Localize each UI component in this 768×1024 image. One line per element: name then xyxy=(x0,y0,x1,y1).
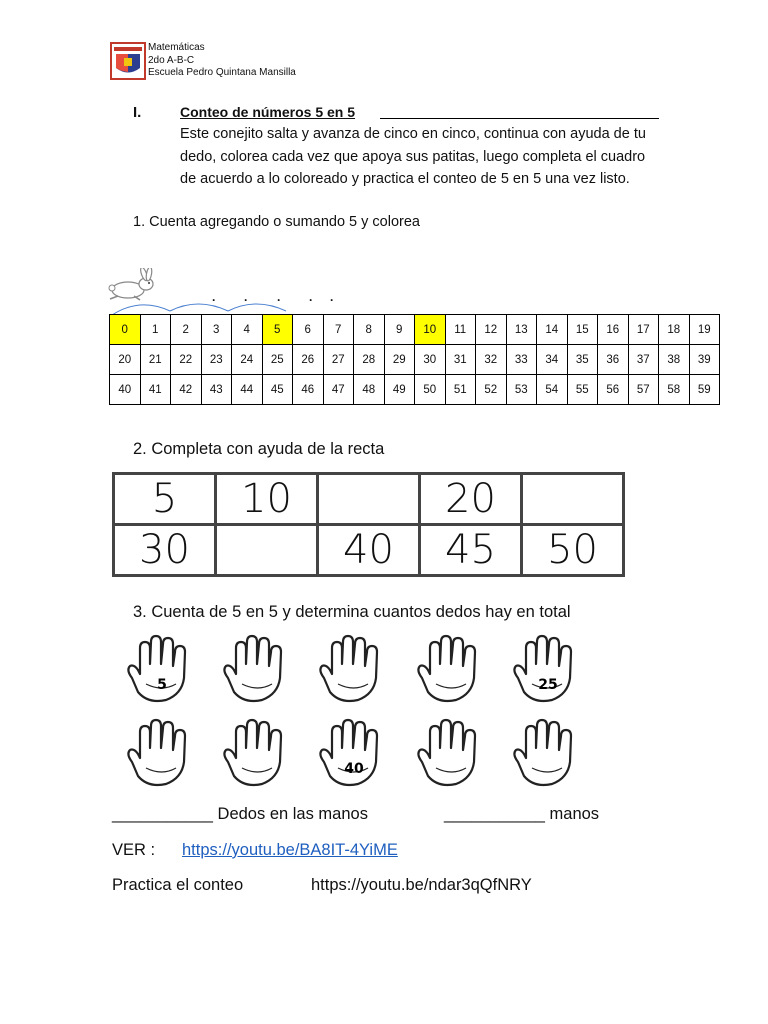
grid-cell[interactable]: 9 xyxy=(384,315,415,345)
grid-cell[interactable]: 57 xyxy=(628,375,659,405)
grid-cell[interactable]: 38 xyxy=(659,345,690,375)
grid-cell[interactable]: 46 xyxy=(293,375,324,405)
grid-cell[interactable]: 10 xyxy=(415,315,446,345)
grid-cell[interactable]: 39 xyxy=(689,345,720,375)
hand-count-label: 40 xyxy=(344,761,364,777)
hand-icon xyxy=(216,718,294,788)
hand-icon xyxy=(410,634,488,704)
grid-cell[interactable]: 17 xyxy=(628,315,659,345)
grid-cell[interactable]: 6 xyxy=(293,315,324,345)
hand-icon xyxy=(506,634,584,704)
grid-cell[interactable]: 45 xyxy=(262,375,293,405)
ver-link[interactable]: https://youtu.be/BA8IT-4YiME xyxy=(182,841,398,859)
jump-dot: . xyxy=(244,290,248,304)
grid-cell[interactable]: 58 xyxy=(659,375,690,405)
jump-dot: . xyxy=(277,290,281,304)
title-underline xyxy=(380,118,659,119)
grid-cell[interactable]: 25 xyxy=(262,345,293,375)
instructions-paragraph: Este conejito salta y avanza de cinco en cinco, continua con ayuda de tu dedo, colorea cada vez que apoya sus patitas, luego completa el cuadro de acuerdo a lo coloreado y practica el conteo de 5 en 5 una vez listo. xyxy=(180,126,646,187)
box-cell[interactable]: 40 xyxy=(318,525,420,576)
grid-cell[interactable]: 55 xyxy=(567,375,598,405)
item-2-label: 2. Completa con ayuda de la recta xyxy=(133,440,385,458)
box-cell[interactable]: 5 xyxy=(114,474,216,525)
grid-cell[interactable]: 36 xyxy=(598,345,629,375)
jump-dot: . xyxy=(309,290,313,304)
box-cell[interactable]: 50 xyxy=(522,525,624,576)
grid-cell[interactable]: 32 xyxy=(476,345,507,375)
grid-cell[interactable]: 52 xyxy=(476,375,507,405)
grid-cell[interactable]: 54 xyxy=(537,375,568,405)
practice-label: Practica el conteo xyxy=(112,876,244,894)
jump-dot: . xyxy=(330,290,334,304)
box-cell-empty[interactable] xyxy=(522,474,624,525)
grid-cell[interactable]: 26 xyxy=(293,345,324,375)
jump-dot: . xyxy=(212,290,216,304)
grid-cell[interactable]: 8 xyxy=(354,315,385,345)
hand-icon xyxy=(312,718,390,788)
box-cell-empty[interactable] xyxy=(216,525,318,576)
hand-icon xyxy=(216,634,294,704)
box-row xyxy=(114,474,624,525)
grid-cell[interactable]: 1 xyxy=(140,315,171,345)
grid-row xyxy=(110,345,720,375)
grid-cell[interactable]: 33 xyxy=(506,345,537,375)
grid-cell[interactable]: 35 xyxy=(567,345,598,375)
hand-icon xyxy=(506,718,584,788)
grid-cell[interactable]: 22 xyxy=(171,345,202,375)
grid-cell[interactable]: 29 xyxy=(384,345,415,375)
hands-text: manos xyxy=(544,805,600,823)
grid-cell[interactable]: 14 xyxy=(537,315,568,345)
grid-cell[interactable]: 41 xyxy=(140,375,171,405)
grid-cell[interactable]: 16 xyxy=(598,315,629,345)
subject-label: Matemáticas xyxy=(148,42,205,53)
hands-answer-line xyxy=(444,805,599,824)
grid-cell[interactable]: 59 xyxy=(689,375,720,405)
grid-cell[interactable]: 7 xyxy=(323,315,354,345)
box-row xyxy=(114,525,624,576)
grid-cell[interactable]: 19 xyxy=(689,315,720,345)
fingers-blank[interactable]: ___________ xyxy=(112,805,213,823)
grid-cell[interactable]: 11 xyxy=(445,315,476,345)
grid-cell[interactable]: 37 xyxy=(628,345,659,375)
hand-icon xyxy=(120,634,198,704)
hand-count-label: 5 xyxy=(157,677,167,693)
grid-cell[interactable]: 51 xyxy=(445,375,476,405)
box-cell[interactable]: 45 xyxy=(420,525,522,576)
number-grid xyxy=(109,314,720,405)
grid-cell[interactable]: 56 xyxy=(598,375,629,405)
box-cell[interactable]: 30 xyxy=(114,525,216,576)
grid-cell[interactable]: 18 xyxy=(659,315,690,345)
grid-cell[interactable]: 15 xyxy=(567,315,598,345)
grid-cell[interactable]: 47 xyxy=(323,375,354,405)
grid-cell[interactable]: 43 xyxy=(201,375,232,405)
grid-cell[interactable]: 27 xyxy=(323,345,354,375)
hand-icon xyxy=(120,718,198,788)
grid-cell[interactable]: 5 xyxy=(262,315,293,345)
grid-cell[interactable]: 48 xyxy=(354,375,385,405)
grid-cell[interactable]: 31 xyxy=(445,345,476,375)
grid-cell[interactable]: 24 xyxy=(232,345,263,375)
grid-cell[interactable]: 0 xyxy=(110,315,141,345)
hand-count-label: 25 xyxy=(538,677,558,693)
box-cell[interactable]: 20 xyxy=(420,474,522,525)
grid-cell[interactable]: 44 xyxy=(232,375,263,405)
hands-blank[interactable]: ___________ xyxy=(444,805,545,823)
box-cell[interactable]: 10 xyxy=(216,474,318,525)
fingers-text: Dedos en las manos xyxy=(212,805,368,823)
hand-icon xyxy=(312,634,390,704)
hand-icon xyxy=(410,718,488,788)
grid-cell[interactable]: 13 xyxy=(506,315,537,345)
box-cell-empty[interactable] xyxy=(318,474,420,525)
header-block xyxy=(148,42,296,80)
grid-cell[interactable]: 3 xyxy=(201,315,232,345)
grid-row xyxy=(110,315,720,345)
section-numeral: I. xyxy=(133,104,142,121)
grid-cell[interactable]: 50 xyxy=(415,375,446,405)
grid-row xyxy=(110,375,720,405)
grid-cell[interactable]: 42 xyxy=(171,375,202,405)
section-title: Conteo de números 5 en 5 xyxy=(180,104,356,120)
number-box-table xyxy=(112,472,625,577)
grid-cell[interactable]: 53 xyxy=(506,375,537,405)
fingers-answer-line xyxy=(112,805,368,824)
grid-cell[interactable]: 21 xyxy=(140,345,171,375)
grid-cell[interactable]: 4 xyxy=(232,315,263,345)
grid-cell[interactable]: 49 xyxy=(384,375,415,405)
grade-label: 2do A-B-C xyxy=(148,54,195,66)
grid-cell[interactable]: 34 xyxy=(537,345,568,375)
grid-cell[interactable]: 30 xyxy=(415,345,446,375)
grid-cell[interactable]: 40 xyxy=(110,375,141,405)
item-1-label: 1. Cuenta agregando o sumando 5 y colorea xyxy=(133,214,420,230)
grid-cell[interactable]: 28 xyxy=(354,345,385,375)
grid-cell[interactable]: 20 xyxy=(110,345,141,375)
school-label: Escuela Pedro Quintana Mansilla xyxy=(148,67,296,78)
ver-label: VER : xyxy=(112,841,156,859)
item-3-label: 3. Cuenta de 5 en 5 y determina cuantos dedos hay en total xyxy=(133,603,571,621)
school-logo xyxy=(110,42,146,80)
grid-cell[interactable]: 23 xyxy=(201,345,232,375)
grid-cell[interactable]: 12 xyxy=(476,315,507,345)
practice-url[interactable]: https://youtu.be/ndar3qQfNRY xyxy=(311,876,532,894)
grid-cell[interactable]: 2 xyxy=(171,315,202,345)
